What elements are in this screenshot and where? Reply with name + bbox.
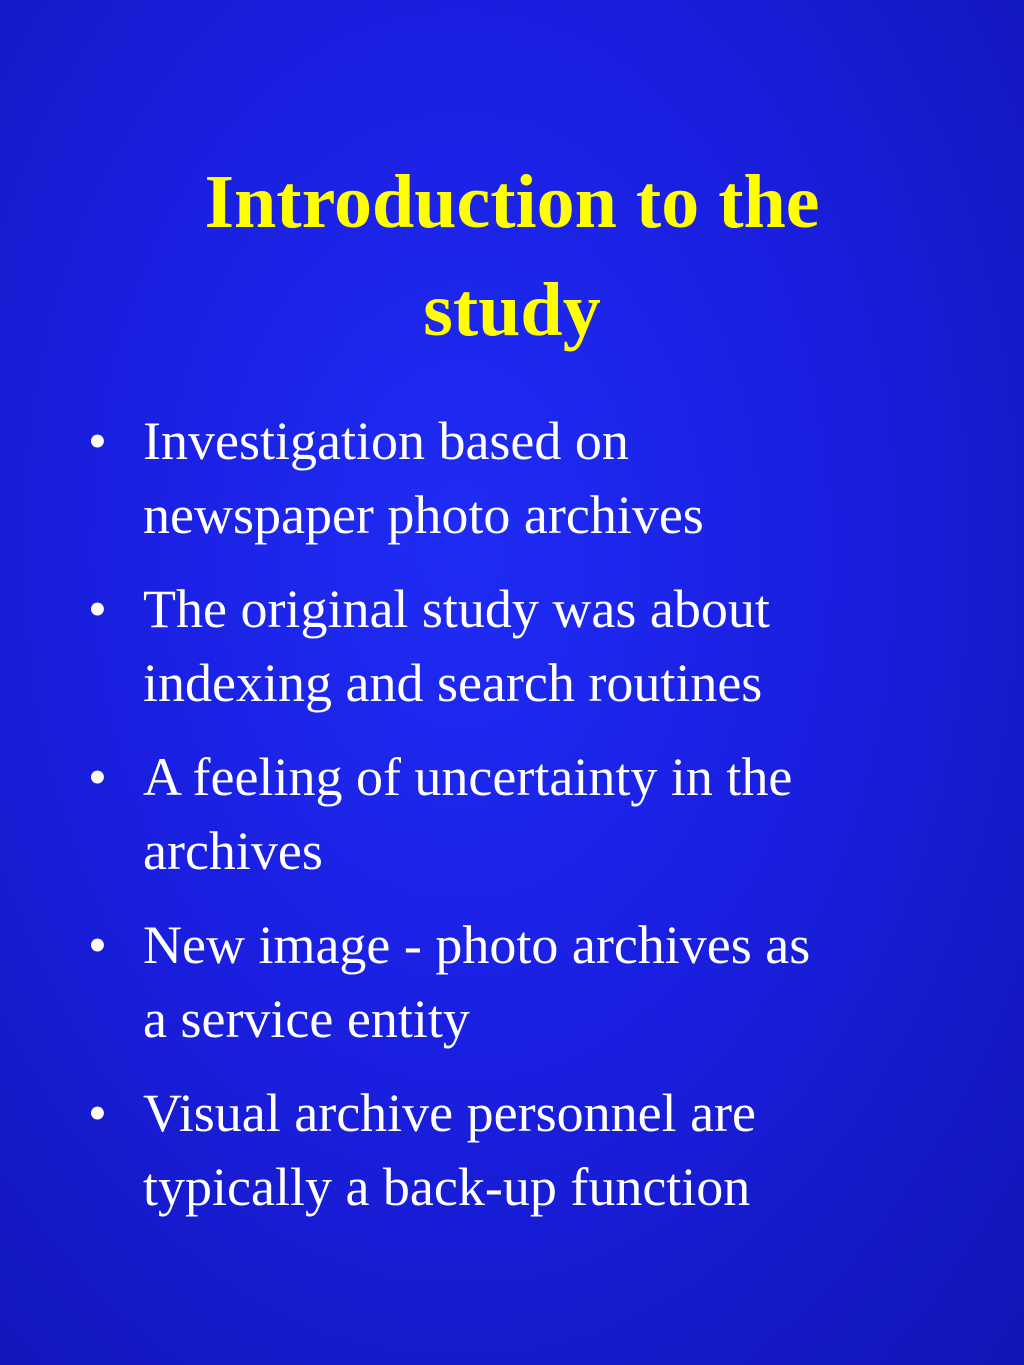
bullet-dot-icon: • bbox=[88, 579, 107, 639]
bullet-dot-icon: • bbox=[88, 747, 107, 807]
bullet-text bbox=[143, 404, 968, 552]
bullet-text bbox=[143, 908, 968, 1056]
bullet-item-4 bbox=[88, 908, 968, 1056]
bullet-line: typically a back-up function bbox=[143, 1157, 751, 1217]
slide-title bbox=[0, 148, 1024, 364]
bullet-text bbox=[143, 1076, 968, 1224]
bullet-line: newspaper photo archives bbox=[143, 485, 704, 545]
bullet-item-3 bbox=[88, 740, 968, 888]
bullet-list bbox=[88, 404, 968, 1244]
slide-title-line-1: Introduction to the bbox=[204, 160, 820, 244]
bullet-line: A feeling of uncertainty in the bbox=[143, 747, 793, 807]
bullet-dot-icon: • bbox=[88, 1083, 107, 1143]
bullet-line: The original study was about bbox=[143, 579, 770, 639]
bullet-line: indexing and search routines bbox=[143, 653, 763, 713]
bullet-text bbox=[143, 572, 968, 720]
bullet-line: a service entity bbox=[143, 989, 470, 1049]
bullet-item-5 bbox=[88, 1076, 968, 1224]
bullet-line: Investigation based on bbox=[143, 411, 629, 471]
bullet-dot-icon: • bbox=[88, 411, 107, 471]
bullet-dot-icon: • bbox=[88, 915, 107, 975]
bullet-text bbox=[143, 740, 968, 888]
slide-title-line-2: study bbox=[423, 268, 601, 352]
bullet-item-1 bbox=[88, 404, 968, 552]
bullet-line: Visual archive personnel are bbox=[143, 1083, 756, 1143]
bullet-line: archives bbox=[143, 821, 323, 881]
bullet-item-2 bbox=[88, 572, 968, 720]
bullet-line: New image - photo archives as bbox=[143, 915, 811, 975]
